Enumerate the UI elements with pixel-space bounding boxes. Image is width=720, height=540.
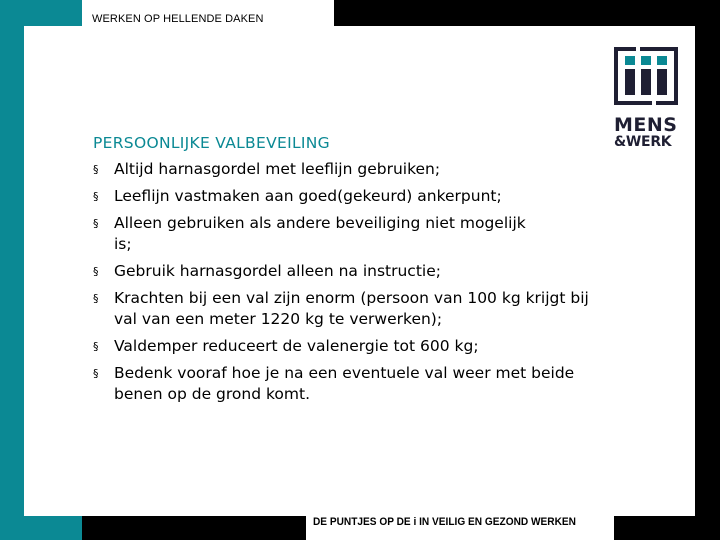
logo-mark-icon xyxy=(614,47,678,105)
list-item-text: Alleen gebruiken als andere beveiliging niet mogelijk is; xyxy=(114,214,526,253)
bullet-icon: § xyxy=(93,292,99,305)
bullet-icon: § xyxy=(93,340,99,353)
list-item-text: Bedenk vooraf hoe je na een eventuele val weer met beide benen op de grond komt. xyxy=(114,364,575,403)
header-title: WERKEN OP HELLENDE DAKEN xyxy=(92,13,264,25)
slide-content xyxy=(93,134,613,411)
list-item xyxy=(93,336,613,357)
bullet-icon: § xyxy=(93,367,99,380)
logo-line-1: MENS xyxy=(614,114,678,136)
logo-line-2: &WERK xyxy=(614,134,672,150)
footer-tagline: DE PUNTJES OP DE i IN VEILIG EN GEZOND WERKEN xyxy=(313,516,576,528)
list-item xyxy=(93,261,613,282)
list-item-text: Gebruik harnasgordel alleen na instructie; xyxy=(114,262,441,280)
list-item-text: Altijd harnasgordel met leeflijn gebruiken; xyxy=(114,160,441,178)
list-item xyxy=(93,186,613,207)
list-item xyxy=(93,363,603,405)
logo-wordmark xyxy=(614,114,684,151)
list-item xyxy=(93,213,533,255)
mens-en-werk-logo xyxy=(614,47,678,157)
list-item-text: Leeflijn vastmaken aan goed(gekeurd) ankerpunt; xyxy=(114,187,502,205)
bullet-icon: § xyxy=(93,163,99,176)
list-item xyxy=(93,288,598,330)
bullet-icon: § xyxy=(93,265,99,278)
list-item xyxy=(93,159,613,180)
bullet-icon: § xyxy=(93,217,99,230)
slide-heading: PERSOONLIJKE VALBEVEILING xyxy=(93,134,330,152)
list-item-text: Krachten bij een val zijn enorm (persoon van 100 kg krijgt bij val van een meter 1220 kg te verwerken); xyxy=(114,289,589,328)
bullet-list xyxy=(93,159,613,405)
bullet-icon: § xyxy=(93,190,99,203)
list-item-text: Valdemper reduceert de valenergie tot 600 kg; xyxy=(114,337,479,355)
